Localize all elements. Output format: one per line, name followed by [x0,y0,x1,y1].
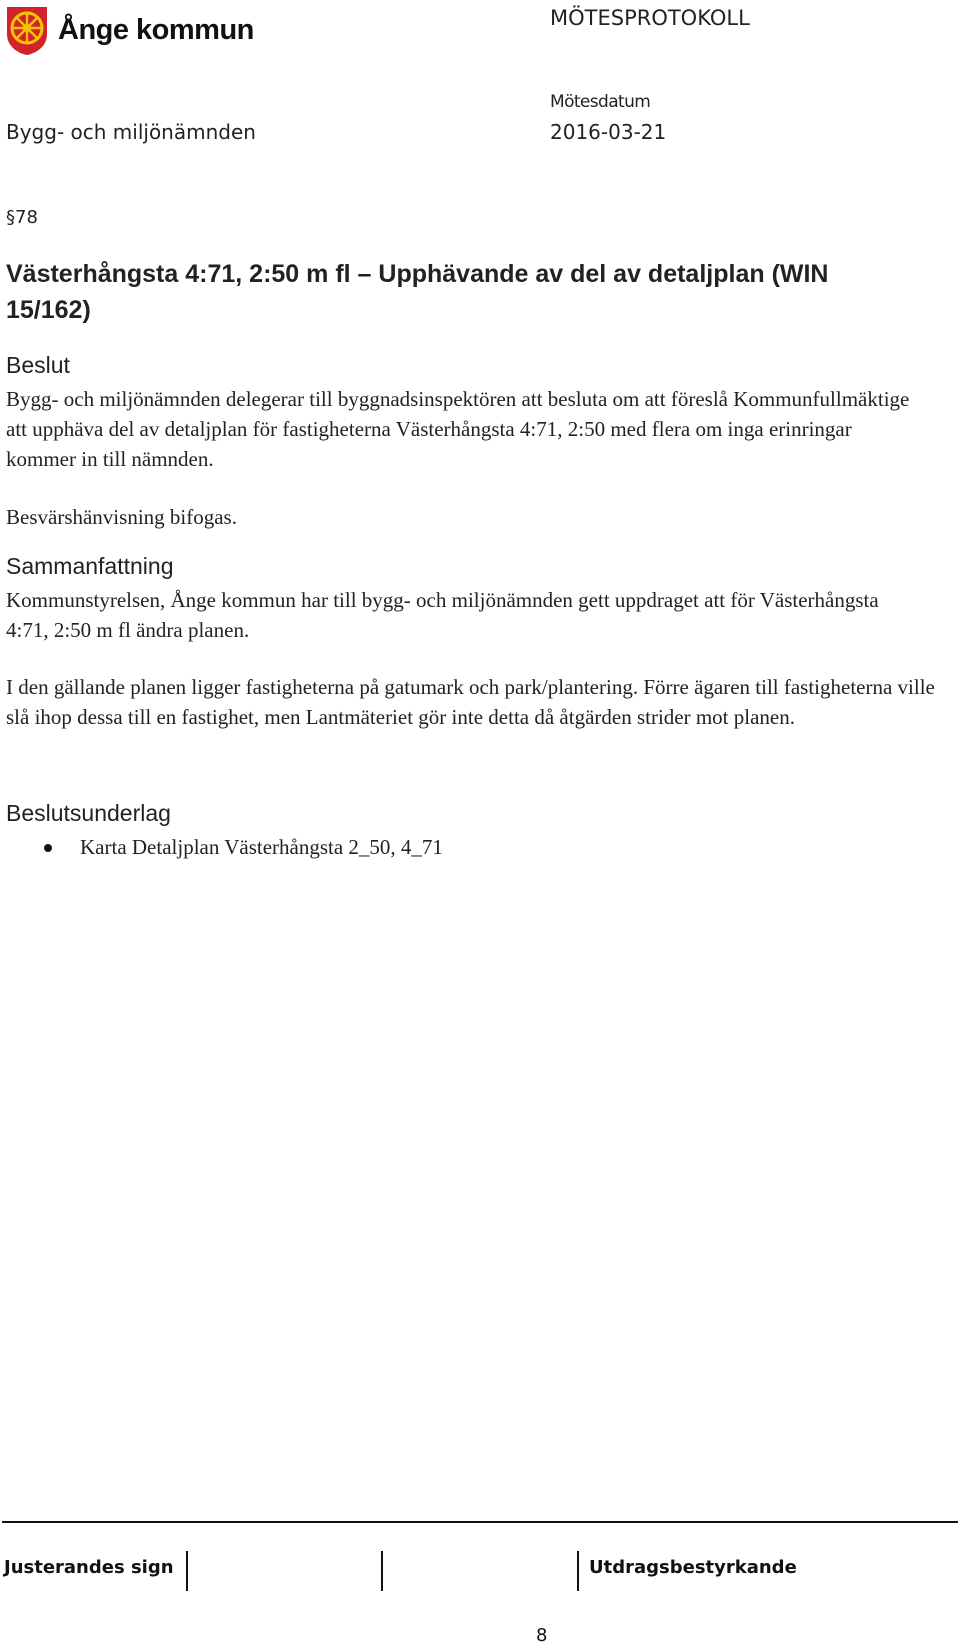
extract-certification-label: Utdragsbestyrkande [589,1557,797,1578]
summary-paragraph-1: Kommunstyrelsen, Ånge kommun har till bygg- och miljönämnden gett uppdraget att för Västerhångsta 4:71, 2:50 m fl ändra planen. [6,588,879,642]
basis-heading: Beslutsunderlag [6,800,171,826]
basis-list [44,832,443,862]
meeting-date-label: Mötesdatum [550,92,651,112]
page-number: 8 [536,1625,548,1646]
decision-heading: Beslut [6,352,70,378]
document-type: MÖTESPROTOKOLL [550,6,750,30]
logo [4,2,254,58]
decision-text: Bygg- och miljönämnden delegerar till byggnadsinspektören att besluta om att föreslå Kommunfullmäktige att upphäva del av detaljplan för fastigheterna Västerhångsta 4:71, 2:50 med flera om inga erinringar kommer in till nämnden. [6,387,910,471]
meeting-date: 2016-03-21 [550,120,667,144]
list-item-text: Karta Detaljplan Västerhångsta 2_50, 4_71 [80,835,443,859]
page-title: Västerhångsta 4:71, 2:50 m fl – Upphävande av del av detaljplan (WIN 15/162) [6,260,829,324]
paragraph-number-value: 78 [15,207,38,228]
summary-paragraph-2: I den gällande planen ligger fastigheterna på gatumark och park/plantering. Förre ägaren till fastigheterna ville slå ihop dessa till en fastighet, men Lantmäteriet gör inte detta då åtgärden strider mot planen. [6,675,935,729]
signature-box-divider [577,1551,579,1591]
bullet-icon [44,844,52,852]
paragraph-number: §78 [6,207,38,228]
summary-heading: Sammanfattning [6,553,174,579]
signature-box-divider [186,1551,188,1591]
municipal-crest-icon [4,4,50,56]
footer-divider [2,1521,958,1523]
signature-box-divider [381,1551,383,1591]
committee-name: Bygg- och miljönämnden [6,120,256,144]
list-item [44,832,443,862]
logo-text: Ånge kommun [58,13,254,46]
appeal-note: Besvärshänvisning bifogas. [6,505,237,529]
signature-label: Justerandes sign [4,1557,174,1578]
